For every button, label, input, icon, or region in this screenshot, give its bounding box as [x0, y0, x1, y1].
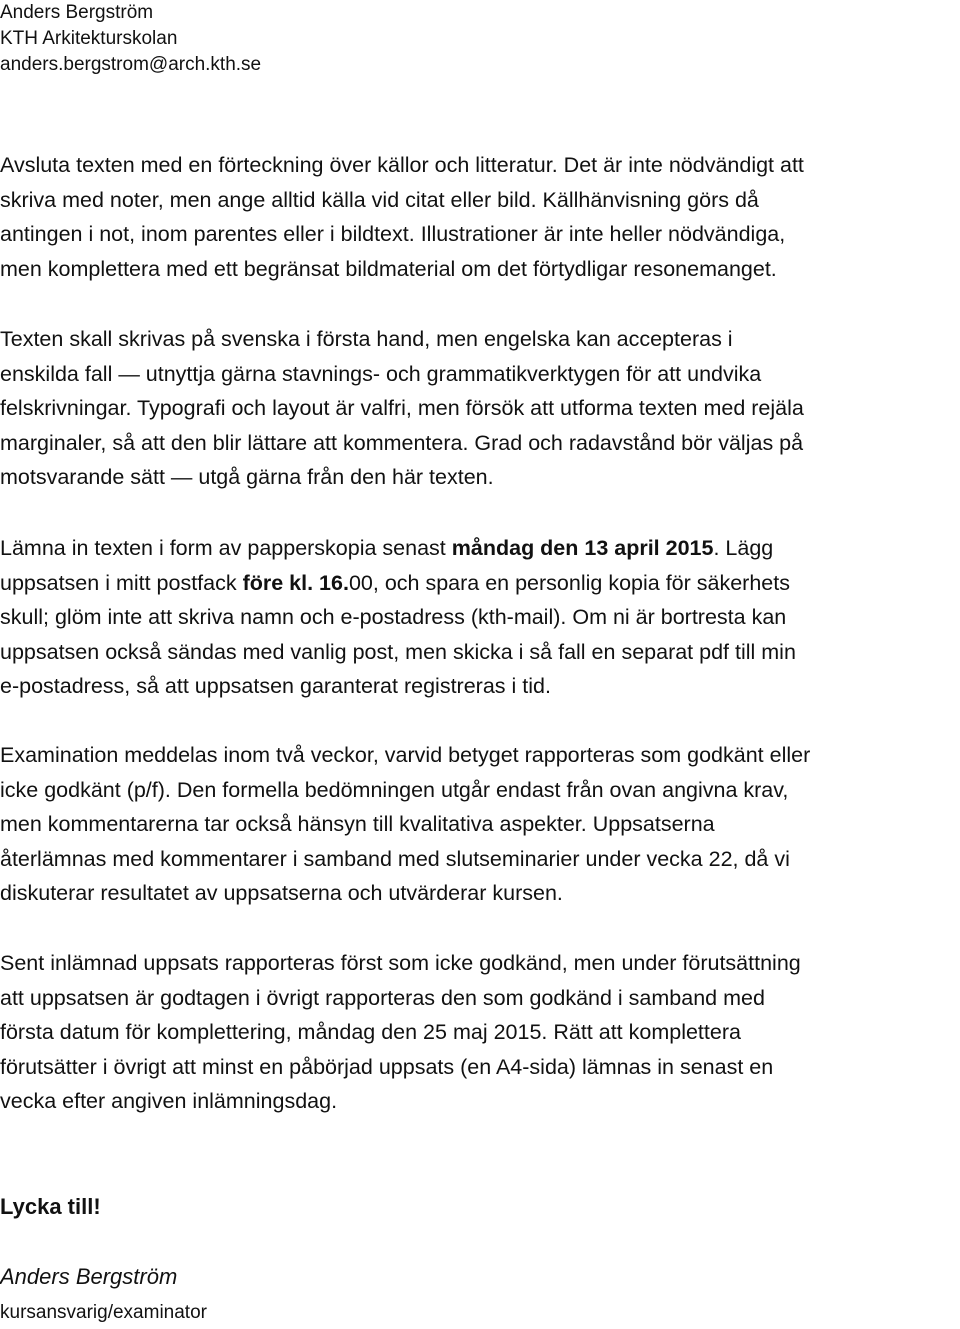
- text-line: förutsätter i övrigt att minst en påbörjad uppsats (en A4-sida) lämnas in senast en: [0, 1054, 774, 1079]
- text-line: första datum för komplettering, måndag den 25 maj 2015. Rätt att komplettera: [0, 1020, 741, 1044]
- text-line: Texten skall skrivas på svenska i första hand, men engelska kan accepteras i: [0, 327, 733, 351]
- author-name: Anders Bergström: [0, 2, 154, 23]
- text-line: uppsatsen också sändas med vanlig post, men skicka i så fall en separat pdf till min: [0, 639, 796, 664]
- text-segment: uppsatsen i mitt postfack: [0, 570, 243, 595]
- paragraph-sources: [0, 148, 960, 286]
- text-line: återlämnas med kommentarer i samband med slutseminarier under vecka 22, då vi: [0, 846, 790, 871]
- text-line: skriva med noter, men ange alltid källa vid citat eller bild. Källhänvisning görs då: [0, 187, 759, 212]
- deadline-time: före kl. 16.: [242, 570, 349, 595]
- text-line: e-postadress, så att uppsatsen garanterat registreras i tid.: [0, 674, 551, 698]
- text-segment: Lämna in texten i form av papperskopia senast: [0, 536, 452, 560]
- text-segment: . Lägg: [713, 536, 774, 560]
- text-segment: 00, och spara en personlig kopia för säkerhets: [348, 570, 790, 595]
- text-line: [0, 531, 960, 566]
- text-line: felskrivningar. Typografi och layout är valfri, men försök att utforma texten med rejäla: [0, 396, 804, 420]
- author-email: anders.bergstrom@arch.kth.se: [0, 54, 262, 75]
- text-line: Sent inlämnad uppsats rapporteras först som icke godkänd, men under förutsättning: [0, 951, 801, 975]
- paragraph-late-submission: [0, 946, 960, 1119]
- text-line: Avsluta texten med en förteckning över källor och litteratur. Det är inte nödvändigt att: [0, 153, 804, 177]
- closing-greeting: Lycka till!: [0, 1194, 101, 1219]
- signature-name: Anders Bergström: [0, 1264, 178, 1289]
- text-line: att uppsatsen är godtagen i övrigt rapporteras den som godkänd i samband med: [0, 985, 765, 1010]
- author-header: [0, 0, 261, 78]
- text-line: men kommentarerna tar också hänsyn till kvalitativa aspekter. Uppsatserna: [0, 812, 715, 836]
- text-line: men komplettera med ett begränsat bildmaterial om det förtydligar resonemanget.: [0, 256, 777, 281]
- institution: KTH Arkitekturskolan: [0, 28, 178, 49]
- paragraph-language-layout: [0, 322, 960, 495]
- paragraph-submission: [0, 531, 960, 704]
- text-line: motsvarande sätt — utgå gärna från den här texten.: [0, 465, 494, 489]
- text-line: antingen i not, inom parentes eller i bildtext. Illustrationer är inte heller nödvändiga,: [0, 222, 786, 246]
- text-line: Examination meddelas inom två veckor, varvid betyget rapporteras som godkänt eller: [0, 743, 811, 767]
- paragraph-examination: [0, 738, 960, 911]
- text-line: enskilda fall — utnyttja gärna stavnings- och grammatikverktygen för att undvika: [0, 361, 762, 386]
- text-line: icke godkänt (p/f). Den formella bedömningen utgår endast från ovan angivna krav,: [0, 777, 789, 802]
- deadline-date: måndag den 13 april 2015: [451, 536, 714, 560]
- text-line: diskuterar resultatet av uppsatserna och utvärderar kursen.: [0, 881, 563, 905]
- text-line: vecka efter angiven inlämningsdag.: [0, 1089, 338, 1113]
- text-line: skull; glöm inte att skriva namn och e-postadress (kth-mail). Om ni är bortresta kan: [0, 605, 787, 629]
- signature-role: kursansvarig/examinator: [0, 1302, 207, 1323]
- text-line: [0, 566, 960, 601]
- text-line: marginaler, så att den blir lättare att kommentera. Grad och radavstånd bör väljas på: [0, 430, 804, 455]
